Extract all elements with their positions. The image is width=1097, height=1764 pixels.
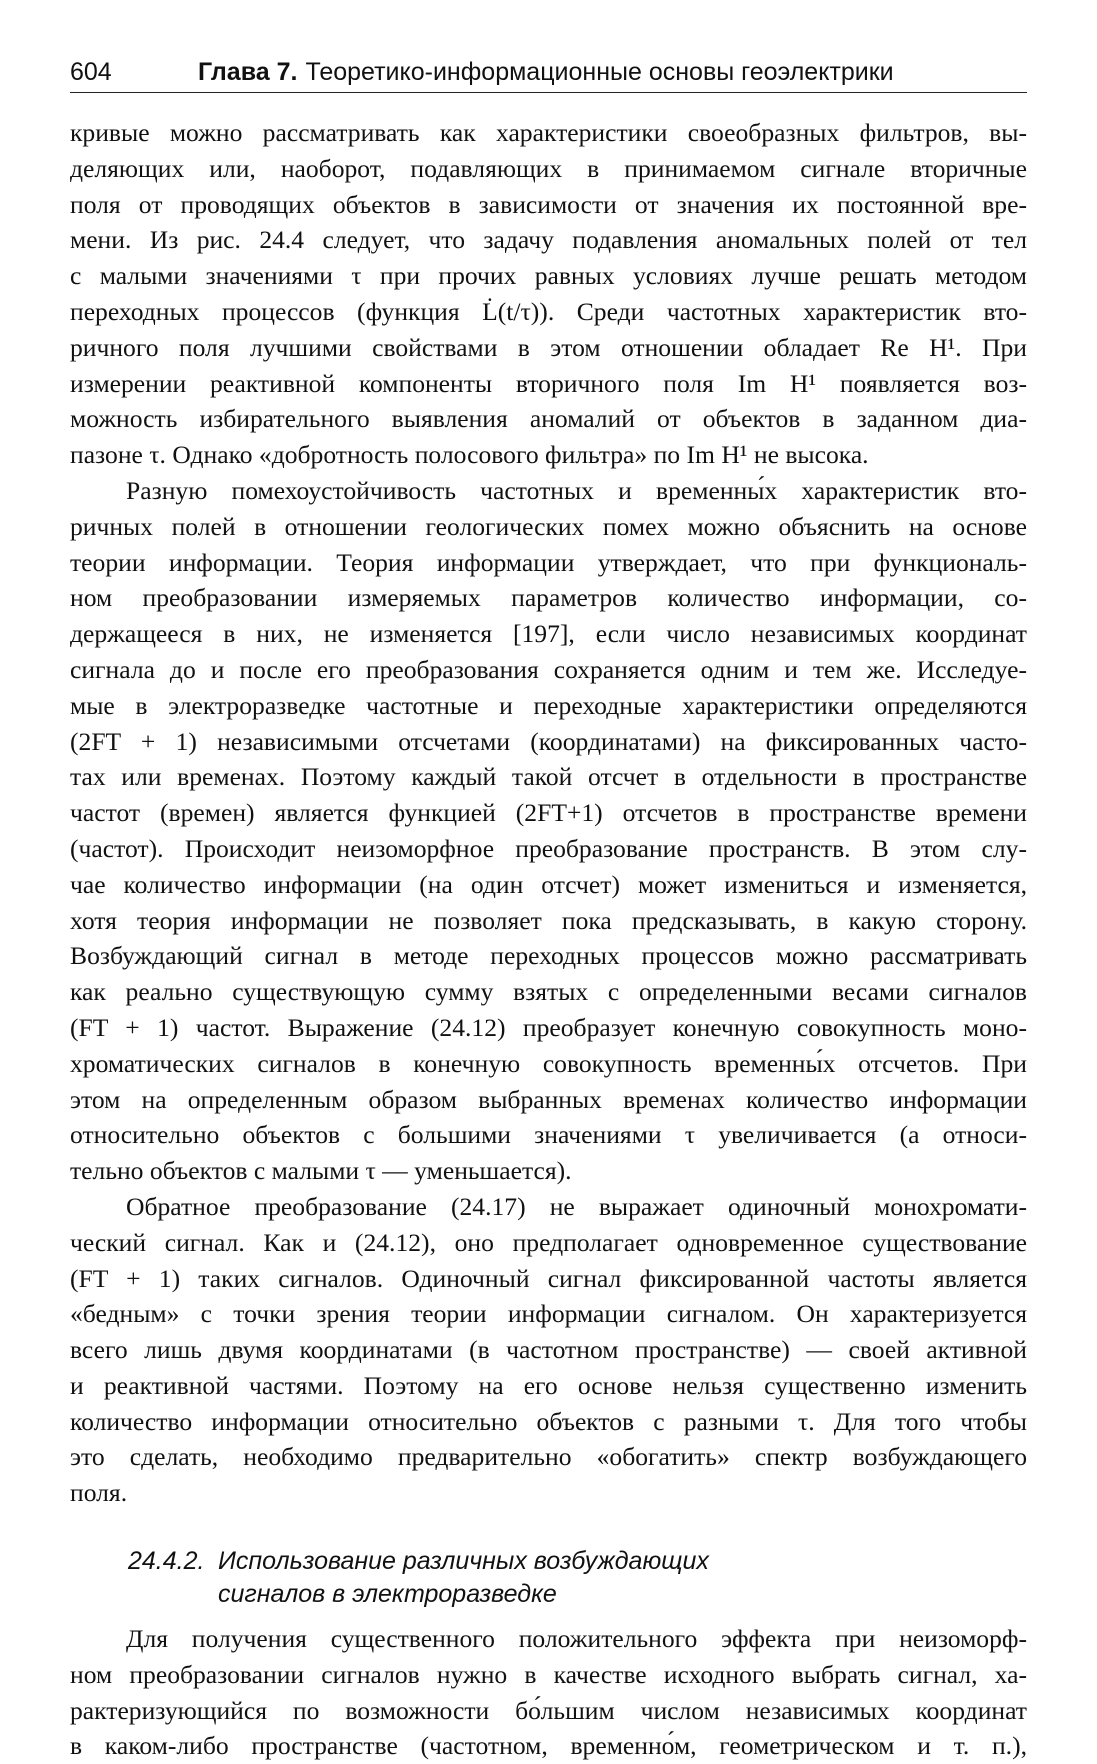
section-heading [128, 1545, 1027, 1611]
section-title-line-1: Использование различных возбуждающих [218, 1547, 709, 1576]
text-line: Для получения существенного положительного эффекта при неизоморф- [126, 1624, 1027, 1654]
paragraph-4 [70, 1621, 1027, 1764]
text-line: тельно объектов с малыми τ — уменьшается). [70, 1156, 572, 1186]
text-line: ческий сигнал. Как и (24.12), оно предполагает одновременное существование [70, 1227, 1027, 1257]
text-line: «бедным» с точки зрения теории информации сигналом. Он характеризуется [70, 1299, 1027, 1329]
text-line: мени. Из рис. 24.4 следует, что задачу подавления аномальных полей от тел [70, 225, 1027, 255]
running-header [70, 56, 1027, 93]
text-line: как реально существующую сумму взятых с определенными весами сигналов [70, 977, 1027, 1007]
text-line: теории информации. Теория информации утверждает, что при функциональ- [70, 547, 1027, 577]
text-line: (FT + 1) частот. Выражение (24.12) преобразует конечную совокупность моно- [70, 1012, 1027, 1042]
text-line: держащееся в них, не изменяется [197], если число независимых координат [70, 619, 1027, 649]
text-line: измерении реактивной компоненты вторичного поля Im H¹ появляется воз- [70, 368, 1027, 398]
text-line: деляющих или, наоборот, подавляющих в принимаемом сигнале вторичные [70, 153, 1027, 183]
text-line: в каком-либо пространстве (частотном, временно́м, геометрическом и т. п.), [70, 1731, 1027, 1761]
text-line: (частот). Происходит неизоморфное преобразование пространств. В этом слу- [70, 833, 1027, 863]
text-line: с малыми значениями τ при прочих равных условиях лучше решать методом [70, 261, 1027, 291]
text-line: пазоне τ. Однако «добротность полосового фильтра» по Im H¹ не высока. [70, 440, 869, 470]
paragraph-2 [70, 473, 1027, 1189]
text-line: ном преобразовании измеряемых параметров количество информации, со- [70, 583, 1027, 613]
text-line: ричного поля лучшими свойствами в этом отношении обладает Re H¹. При [70, 332, 1027, 362]
text-line: (FT + 1) таких сигналов. Одиночный сигнал фиксированной частоты является [70, 1263, 1027, 1293]
text-line: этом на определенным образом выбранных временах количество информации [70, 1084, 1027, 1114]
body-text [70, 115, 1027, 1764]
text-line: Обратное преобразование (24.17) не выражает одиночный монохромати- [126, 1191, 1027, 1221]
text-line: Разную помехоустойчивость частотных и временны́х характеристик вто- [126, 475, 1027, 505]
text-line: кривые можно рассматривать как характеристики своеобразных фильтров, вы- [70, 118, 1027, 147]
text-line: чае количество информации (на один отсчет) может измениться и изменяется, [70, 869, 1027, 899]
chapter-title: Теоретико-информационные основы геоэлектрики [305, 58, 894, 86]
page-number: 604 [70, 58, 112, 86]
text-line: Возбуждающий сигнал в методе переходных процессов можно рассматривать [70, 941, 1027, 971]
chapter-label: Глава 7. [198, 58, 298, 86]
text-line: количество информации относительно объектов с разными τ. Для того чтобы [70, 1406, 1027, 1436]
text-line: сигнала до и после его преобразования сохраняется одним и тем же. Исследуе- [70, 654, 1027, 684]
text-line: это сделать, необходимо предварительно «обогатить» спектр возбуждающего [70, 1442, 1027, 1472]
text-line: частот (времен) является функцией (2FT+1) отсчетов в пространстве времени [70, 798, 1027, 828]
text-line: относительно объектов с большими значениями τ увеличивается (а относи- [70, 1120, 1027, 1150]
text-line: тах или временах. Поэтому каждый такой отсчет в отдельности в пространстве [70, 762, 1027, 792]
text-line: и реактивной частями. Поэтому на его основе нельзя существенно изменить [70, 1370, 1027, 1400]
page [70, 56, 1027, 1764]
paragraph-1 [70, 115, 1027, 473]
section-number: 24.4.2. [128, 1547, 205, 1576]
text-line: ном преобразовании сигналов нужно в качестве исходного выбрать сигнал, ха- [70, 1659, 1027, 1689]
text-line: мые в электроразведке частотные и переходные характеристики определяются [70, 690, 1027, 720]
text-line: ричных полей в отношении геологических помех можно объяснить на основе [70, 511, 1027, 541]
text-line: (2FT + 1) независимыми отсчетами (координатами) на фиксированных часто- [70, 726, 1027, 756]
section-title-line-2: сигналов в электроразведке [218, 1580, 557, 1609]
text-line: можность избирательного выявления аномалий от объектов в заданном диа- [70, 404, 1027, 434]
text-line: хроматических сигналов в конечную совокупность временны́х отсчетов. При [70, 1048, 1027, 1078]
text-line: всего лишь двумя координатами (в частотном пространстве) — своей активной [70, 1335, 1027, 1365]
text-line: рактеризующийся по возможности бо́льшим числом независимых координат [70, 1695, 1027, 1725]
text-line: поля. [70, 1478, 128, 1508]
text-line: переходных процессов (функция L̇(t/τ)). Среди частотных характеристик вто- [70, 296, 1027, 326]
text-line: поля от проводящих объектов в зависимости от значения их постоянной вре- [70, 189, 1027, 219]
text-line: хотя теория информации не позволяет пока предсказывать, в какую сторону. [70, 905, 1027, 935]
paragraph-3 [70, 1189, 1027, 1511]
